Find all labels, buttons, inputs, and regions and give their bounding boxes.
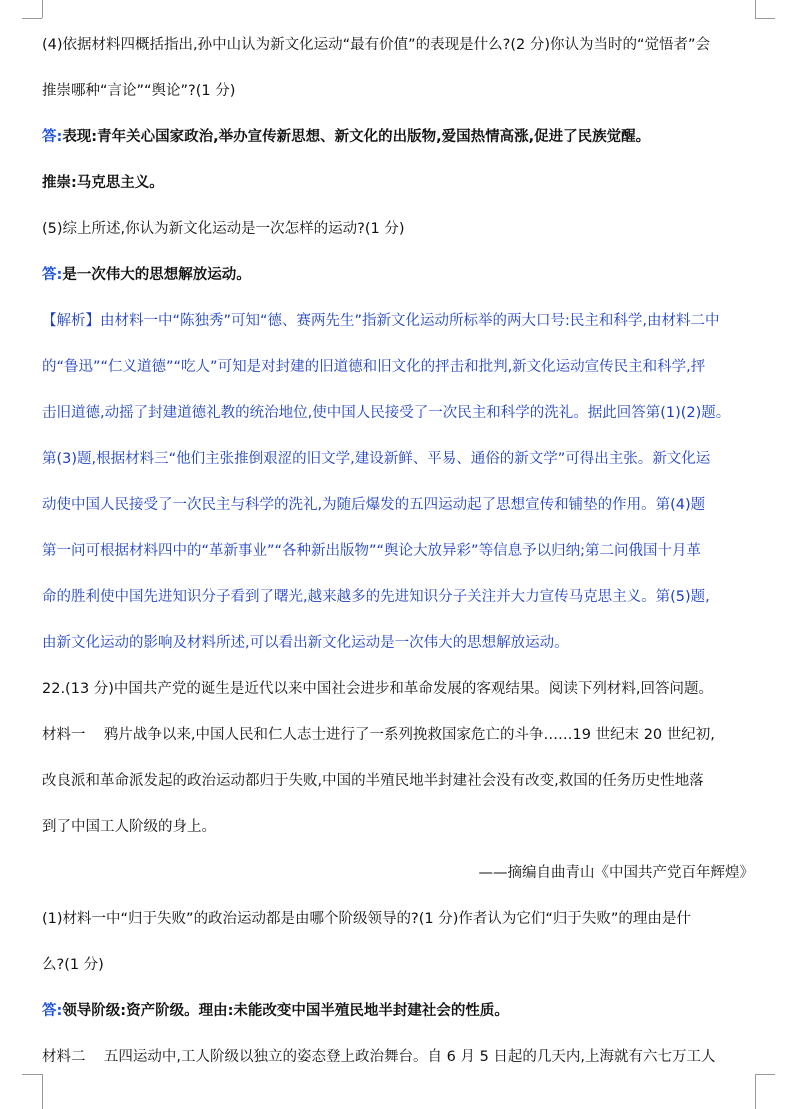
analysis-line-5: 动使中国人民接受了一次民主与科学的洗礼,为随后爆发的五四运动起了思想宣传和铺垫的作用。第(4)题 bbox=[42, 497, 706, 513]
question-4-line-2: 推崇哪种“言论”“舆论”?(1 分) bbox=[42, 83, 236, 99]
analysis-line-7: 命的胜利使中国先进知识分子看到了曙光,越来越多的先进知识分子关注并大力宣传马克思主义。第(5)题, bbox=[42, 589, 710, 605]
analysis-line-4: 第(3)题,根据材料三“他们主张推倒艰涩的旧文学,建设新鲜、平易、通俗的新文学”可得出主张。新文化运 bbox=[42, 451, 711, 467]
analysis-line-3: 击旧道德,动摇了封建道德礼教的统治地位,使中国人民接受了一次民主和科学的洗礼。据此回答第(1)(2)题。 bbox=[42, 405, 731, 421]
material-1-source: ——摘编自曲青山《中国共产党百年辉煌》 bbox=[478, 865, 754, 881]
question-22-1-line-2: 么?(1 分) bbox=[42, 957, 104, 973]
crop-mark-top-left-h bbox=[22, 18, 42, 19]
answer-4-performance bbox=[42, 126, 754, 148]
analysis-text: 由材料一中“陈独秀”可知“德、赛两先生”指新文化运动所标举的两大口号:民主和科学,由材料二中 bbox=[100, 313, 720, 329]
analysis-line-6: 第一问可根据材料四中的“革新事业”“各种新出版物”“舆论大放异彩”等信息予以归纳;第二问俄国十月革 bbox=[42, 543, 701, 559]
crop-mark-top-left-v bbox=[42, 0, 43, 18]
crop-mark-bottom-right-h bbox=[755, 1074, 775, 1075]
question-4-line-1: (4)依据材料四概括指出,孙中山认为新文化运动“最有价值”的表现是什么?(2 分)你认为当时的“觉悟者”会 bbox=[42, 37, 711, 53]
answer-label: 答: bbox=[42, 1003, 63, 1019]
crop-mark-bottom-right-v bbox=[755, 1074, 756, 1109]
answer-label: 答: bbox=[42, 129, 63, 145]
crop-mark-top-right-h bbox=[755, 18, 775, 19]
analysis-line-1 bbox=[42, 310, 754, 332]
answer-text: 领导阶级:资产阶级。理由:未能改变中国半殖民地半封建社会的性质。 bbox=[62, 1003, 509, 1019]
analysis-label: 【解析】 bbox=[42, 313, 100, 329]
question-5: (5)综上所述,你认为新文化运动是一次怎样的运动?(1 分) bbox=[42, 221, 405, 237]
material-1-line-3: 到了中国工人阶级的身上。 bbox=[42, 819, 216, 835]
answer-4-advocate: 推崇:马克思主义。 bbox=[42, 175, 164, 191]
question-22-intro: 22.(13 分)中国共产党的诞生是近代以来中国社会进步和革命发展的客观结果。阅读下列材料,回答问题。 bbox=[42, 681, 714, 697]
analysis-line-2: 的“鲁迅”“仁义道德”“吃人”可知是对封建的旧道德和旧文化的抨击和批判,新文化运动宣传民主和科学,抨 bbox=[42, 359, 706, 375]
answer-5 bbox=[42, 264, 754, 286]
answer-22-1 bbox=[42, 1000, 754, 1022]
crop-mark-top-right-v bbox=[755, 0, 756, 18]
question-22-1-line-1: (1)材料一中“归于失败”的政治运动都是由哪个阶级领导的?(1 分)作者认为它们“归于失败”的理由是什 bbox=[42, 911, 691, 927]
document-page bbox=[42, 34, 754, 1092]
answer-text: 表现:青年关心国家政治,举办宣传新思想、新文化的出版物,爱国热情高涨,促进了民族觉醒。 bbox=[62, 129, 651, 145]
analysis-line-8: 由新文化运动的影响及材料所述,可以看出新文化运动是一次伟大的思想解放运动。 bbox=[42, 635, 569, 651]
crop-mark-bottom-left-h bbox=[22, 1074, 42, 1075]
answer-text: 是一次伟大的思想解放运动。 bbox=[62, 267, 251, 283]
material-1-line-2: 改良派和革命派发起的政治运动都归于失败,中国的半殖民地半封建社会没有改变,救国的任务历史性地落 bbox=[42, 773, 704, 789]
material-2-line-1: 材料二 五四运动中,工人阶级以独立的姿态登上政治舞台。自 6 月 5 日起的几天内,上海就有六七万工人 bbox=[42, 1049, 716, 1065]
material-1-line-1: 材料一 鸦片战争以来,中国人民和仁人志士进行了一系列挽救国家危亡的斗争……19 世纪末 20 世纪初, bbox=[42, 727, 715, 743]
answer-label: 答: bbox=[42, 267, 63, 283]
